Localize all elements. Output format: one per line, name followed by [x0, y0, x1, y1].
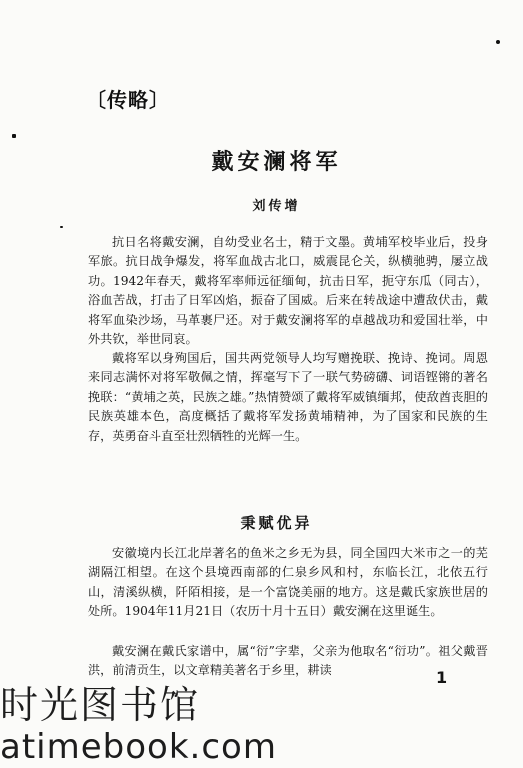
body-paragraph: 抗日名将戴安澜，自幼受业名士，精于文墨。黄埔军校毕业后，投身军旅。抗日战争爆发，将军血战古北口，威震昆仑关，纵横驰骋，屡立战功。1942年春天，戴将军率师远征缅甸，抗击日军，扼守东瓜（同古），浴血苦战，打击了日军凶焰，振奋了国威。后来在转战途中遭敌伏击，戴将军血染沙场，马革裹尸还。对于戴安澜将军的卓越战功和爱国壮举，中外共钦，举世同哀。 — [88, 235, 488, 347]
section-tag: 〔传略〕 — [86, 88, 170, 112]
scan-speck — [12, 134, 16, 138]
section-heading: 秉赋优异 — [240, 514, 313, 532]
page-number: 1 — [436, 668, 448, 687]
watermark-url: atimebook.com — [0, 727, 277, 767]
body-paragraph: 戴安澜在戴氏家谱中，属“衍”字辈，父亲为他取名“衍功”。祖父戴晋洪，前清贡生，以文章精美著名于乡里，耕读 — [88, 644, 488, 678]
watermark-chinese: 时光图书馆 — [0, 683, 201, 727]
body-paragraph: 戴将军以身殉国后，国共两党领导人均写赠挽联、挽诗、挽词。周恩来同志满怀对将军敬佩之情，挥毫写下了一联气势磅礴、词语铿锵的著名挽联：“黄埔之英，民族之雄。”热情赞颂了戴将军威镇缅邦，使敌酋丧胆的民族英雄本色，高度概括了戴将军发扬黄埔精神，为了国家和民族的生存，英勇奋斗直至壮烈牺牲的光辉一生。 — [88, 351, 488, 443]
article-title: 戴安澜将军 — [211, 150, 342, 175]
body-paragraph: 安徽境内长江北岸著名的鱼米之乡无为县，同全国四大米市之一的芜湖隔江相望。在这个县境西南部的仁泉乡风和村，东临长江，北依五行山，清溪纵横，阡陌相接，是一个富饶美丽的地方。这是戴氏家族世居的处所。1904年11月21日（农历十月十五日）戴安澜在这里诞生。 — [88, 546, 488, 619]
scan-speck — [496, 40, 500, 44]
scan-speck — [60, 226, 63, 228]
author-name: 刘传增 — [252, 199, 301, 214]
